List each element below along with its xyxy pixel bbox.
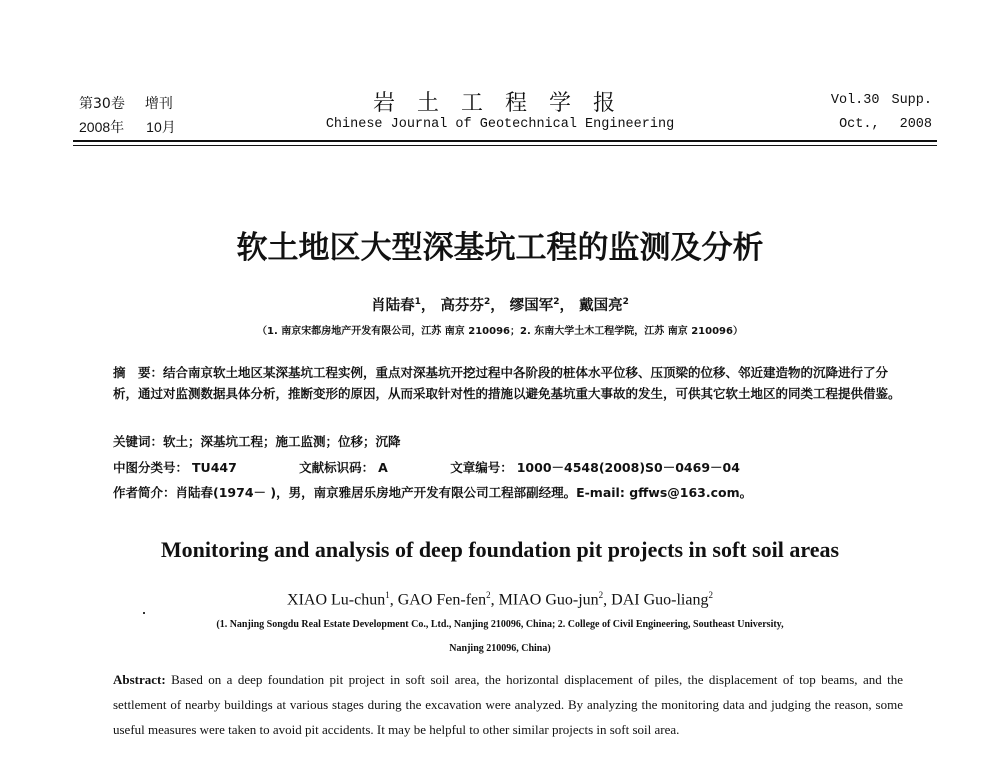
bio-label: 作者简介： — [113, 485, 176, 500]
abstract-en-text: Based on a deep foundation pit project in soft soil area, the horizontal displacement of piles, the displacement of top beams, and the settlement of nearby buildings at various stages during the excavation were analyzed. By analyzing the monitoring data and judging the reason, some useful measures were taken to avoid pit accidents. It may be helpful to other similar projects in soft soil area. — [113, 672, 903, 737]
authors-cn: 肖陆春$^1$， 高芬芬$^2$， 缪国军$^2$， 戴国亮$^2$ — [371, 297, 629, 314]
affiliations-en-line1: (1. Nanjing Songdu Real Estate Development Co., Ltd., Nanjing 210096, China; 2. College of Civil Engineering, Southeast University, — [216, 619, 784, 630]
keywords-cn — [113, 432, 401, 450]
year-en: 2008 — [899, 117, 932, 132]
affiliations-cn: （1. 南京宋都房地产开发有限公司，江苏 南京 210096；2. 东南大学土木工程学院，江苏 南京 210096） — [257, 326, 743, 337]
article-no-value: 1000－4548(2008)S0－0469－04 — [516, 460, 740, 475]
header-volume-en — [831, 93, 932, 108]
bio-text: 肖陆春(1974－ )，男，南京雅居乐房地产开发有限公司工程部副经理。E-mail: gffws@163.com。 — [175, 485, 753, 500]
paper-title-cn: 软土地区大型深基坑工程的监测及分析 — [236, 230, 764, 266]
author-cn-3-aff: 2 — [553, 297, 560, 308]
journal-title-en: Chinese Journal of Geotechnical Engineering — [325, 117, 675, 132]
author-en-2: GAO Fen-fen — [397, 591, 487, 609]
author-en-2-aff: 2 — [486, 590, 491, 600]
paper-title-en: Monitoring and analysis of deep foundation pit projects in soft soil areas — [160, 537, 840, 562]
clc-label: 中图分类号： — [113, 460, 189, 475]
header-rule-thick — [73, 140, 937, 142]
abstract-cn — [113, 362, 903, 404]
authors-en: XIAO Lu-chun$^1$, GAO Fen-fen$^2$, MIAO Guo-jun$^2$, DAI Guo-liang$^2$ — [287, 590, 713, 609]
article-no-label: 文章编号： — [450, 460, 513, 475]
month-en: Oct., — [839, 117, 880, 132]
clc-value: TU447 — [192, 460, 237, 475]
supp-cn: 增刊 — [144, 96, 173, 112]
keywords-label: 关键词： — [113, 434, 164, 449]
classification-line — [113, 458, 744, 476]
keywords-text: 软土；深基坑工程；施工监测；位移；沉降 — [163, 434, 401, 449]
abstract-cn-label: 摘 要： — [113, 365, 164, 380]
author-en-3: MIAO Guo-jun — [498, 591, 599, 609]
abstract-en-label: Abstract: — [113, 672, 166, 687]
header-date-en — [839, 117, 932, 132]
author-en-3-aff: 2 — [598, 590, 604, 600]
author-en-1-aff: 1 — [385, 590, 390, 600]
journal-title-cn: 岩土工程学报 — [372, 91, 637, 116]
stray-dot — [143, 612, 145, 614]
author-cn-4: 戴国亮 — [579, 298, 623, 314]
author-cn-2: 高芬芬 — [440, 298, 484, 314]
author-en-4-aff: 2 — [708, 590, 713, 600]
year-cn: 2008年 — [79, 119, 125, 135]
volume-cn: 第30卷 — [79, 96, 125, 112]
author-cn-3: 缪国军 — [509, 298, 554, 314]
volume-en: Vol.30 — [830, 93, 880, 108]
doc-code-label: 文献标识码： — [299, 460, 375, 475]
doc-code-value: A — [378, 460, 388, 475]
supp-en: Supp. — [891, 93, 932, 108]
author-cn-2-aff: 2 — [483, 297, 491, 308]
header-rule-thin — [73, 145, 937, 146]
month-cn: 10月 — [146, 119, 176, 135]
author-cn-1: 肖陆春 — [371, 298, 415, 314]
author-cn-4-aff: 2 — [622, 297, 629, 308]
author-en-4: DAI Guo-liang — [611, 591, 709, 609]
author-bio — [113, 483, 752, 501]
affiliations-en-line2: Nanjing 210096, China) — [449, 643, 551, 654]
abstract-en — [113, 667, 903, 742]
abstract-cn-text: 结合南京软土地区某深基坑工程实例，重点对深基坑开挖过程中各阶段的桩体水平位移、压顶梁的位移、邻近建造物的沉降进行了分析，通过对监测数据具体分析，推断变形的原因，从而采取针对性的措施以避免基坑重大事故的发生，可供其它软土地区的同类工程提供借鉴。 — [113, 365, 901, 401]
author-cn-1-aff: 1 — [414, 297, 421, 308]
author-en-1: XIAO Lu-chun — [287, 591, 386, 609]
